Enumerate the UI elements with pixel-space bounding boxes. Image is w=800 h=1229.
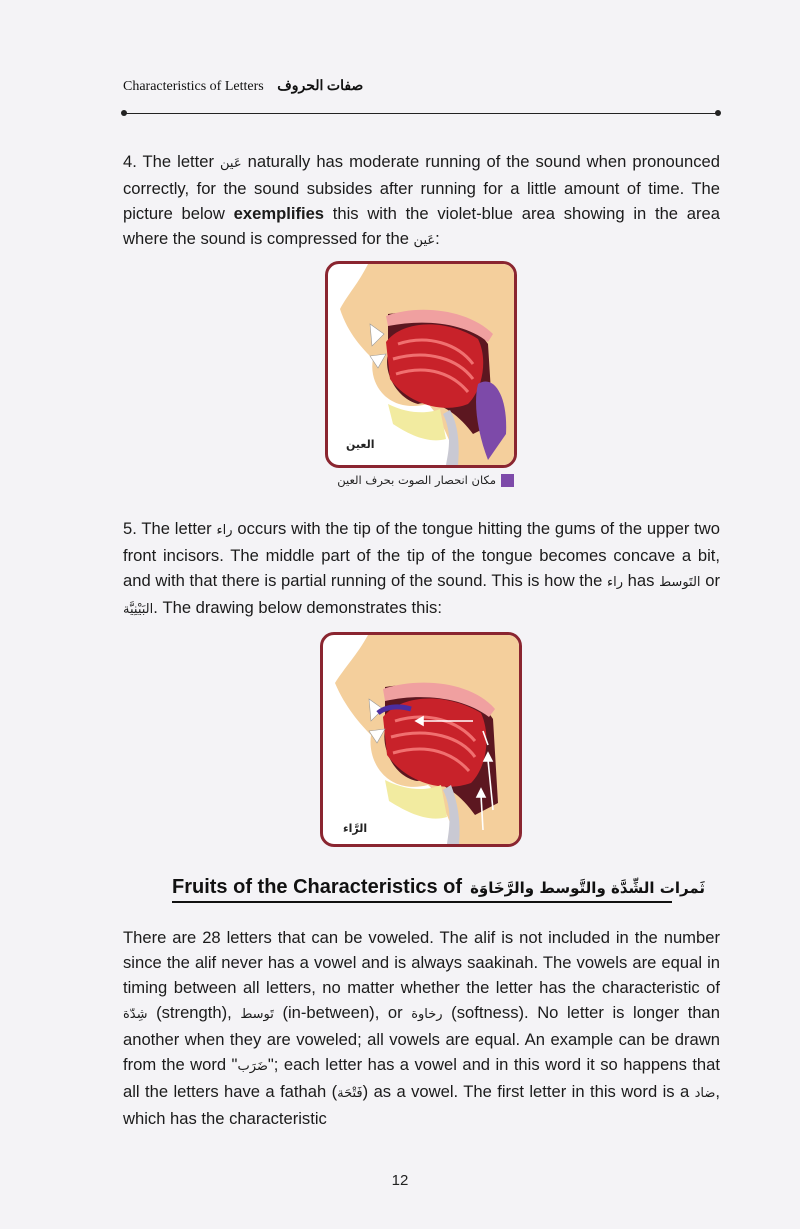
arabic-term: عَين: [413, 233, 436, 248]
text: :: [435, 229, 440, 248]
paragraph-fruits: [123, 925, 720, 1131]
header-title-arabic: صفات الحروف: [277, 79, 364, 94]
header-rule: [123, 113, 719, 114]
figure-ra-label: الرَّاء: [343, 822, 368, 835]
arabic-term: تَوسط: [240, 1007, 274, 1022]
figure-ayn-articulation: [325, 261, 517, 468]
text: or: [700, 571, 720, 590]
rule-dot-left: [121, 110, 127, 116]
arabic-term: ضاد: [694, 1086, 716, 1101]
arabic-term: راء: [606, 575, 623, 590]
arabic-term: البَيْنِيَّة: [123, 602, 154, 617]
text: (in-between), or: [273, 1003, 412, 1022]
arabic-term: عَين: [220, 156, 242, 171]
text: this with the violet-blue area showing in the area where the sound is compressed for the: [123, 204, 720, 248]
arabic-term: ضَرَب: [237, 1059, 268, 1074]
text: naturally has moderate running of the sound when pronounced correctly, for the sound subsides after running for a little amount of time. The picture below: [123, 152, 720, 223]
text: 4. The letter: [123, 152, 221, 171]
text: ) as a vowel. The first letter in this word is a: [362, 1082, 695, 1101]
legend-swatch-violet: [501, 474, 514, 487]
running-header: [123, 78, 723, 95]
section-heading-text: Fruits of the Characteristics of: [172, 876, 463, 898]
rule-dot-right: [715, 110, 721, 116]
text: (strength),: [147, 1003, 241, 1022]
bold-term: exemplifies: [233, 204, 325, 223]
text: . The drawing below demonstrates this:: [153, 598, 442, 617]
section-heading-arabic: ثَمرات الشِّدَّة والتَّوسط والرَّخَاوَة: [470, 879, 706, 897]
mouth-cross-section-illustration: [323, 635, 519, 844]
figure-ayn-label: العين: [346, 438, 375, 451]
figure-ra-articulation: [320, 632, 522, 847]
text: occurs with the tip of the tongue hitting the gums of the upper two front incisors. The middle part of the tip of the tongue becomes concave a bit, and with that there is partial running of the sound. This is how the: [123, 519, 721, 590]
text: "; each letter has a vowel and in this word it so happens that all the letters have a fathah (: [123, 1055, 720, 1101]
text: 5. The letter: [123, 519, 217, 538]
text: There are 28 letters that can be voweled. The alif is not included in the number since the alif never has a vowel and is always saakinah. The vowels are equal in timing between all letters, no matter whether the letter has the characteristic of: [123, 928, 720, 997]
section-heading: [172, 876, 706, 903]
arabic-term: راء: [216, 523, 233, 538]
header-title: Characteristics of Letters: [123, 79, 264, 94]
text: , which has the characteristic: [123, 1082, 720, 1128]
arabic-term: التَوسط: [659, 575, 701, 590]
arabic-term: رخاوة: [411, 1007, 443, 1022]
arabic-term: فَتْحَة: [337, 1086, 363, 1101]
text: has: [622, 571, 660, 590]
mouth-cross-section-illustration: [328, 264, 514, 465]
text: (softness). No letter is longer than another when they are voweled; all vowels are equal. An example can be drawn from the word ": [123, 1003, 721, 1074]
paragraph-letter-ayn: [123, 149, 720, 253]
figure-ayn-legend: [322, 471, 522, 491]
arabic-term: شِدّة: [123, 1007, 148, 1022]
paragraph-letter-ra: [123, 516, 720, 622]
page-number: 12: [391, 1172, 409, 1189]
legend-text: مكان انحصار الصوت بحرف العين: [337, 473, 496, 487]
